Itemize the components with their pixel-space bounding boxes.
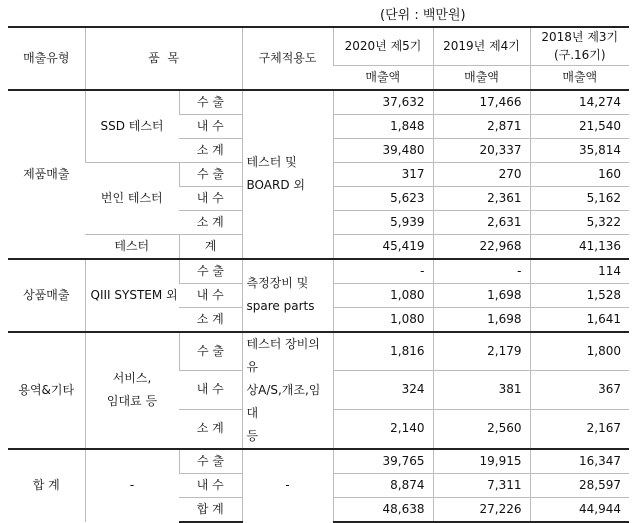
cell: 21,540 (530, 114, 629, 138)
usage-goods-line1: 측정장비 및 (246, 276, 309, 290)
cell: 1,528 (530, 283, 629, 307)
usage-product-line2: BOARD 외 (246, 178, 305, 192)
cell: 1,698 (433, 307, 530, 332)
usage-service-line2: 상A/S,개조,임대 (246, 382, 321, 420)
label-domestic: 내 수 (179, 473, 242, 497)
cell: 114 (530, 259, 629, 284)
cell: 7,311 (433, 473, 530, 497)
cell: 381 (433, 371, 530, 409)
header-sales-2020: 매출액 (333, 65, 433, 90)
cell: 1,800 (530, 332, 629, 371)
cell: 2,140 (333, 409, 433, 448)
type-product: 제품매출 (8, 90, 85, 259)
item-burnin: 번인 테스터 (85, 162, 179, 234)
cell: 39,480 (333, 138, 433, 162)
cell: - (433, 259, 530, 284)
type-total: 합 계 (8, 449, 85, 522)
cell: 2,631 (433, 210, 530, 234)
cell: 22,968 (433, 234, 530, 259)
label-subtotal: 소 계 (179, 138, 242, 162)
type-service: 용역&기타 (8, 332, 85, 449)
header-usage: 구체적용도 (242, 27, 333, 90)
header-2020: 2020년 제5기 (333, 27, 433, 65)
cell: - (333, 259, 433, 284)
cell: 160 (530, 162, 629, 186)
usage-goods-line2: spare parts (246, 299, 315, 313)
item-service-line2: 임대료 등 (106, 394, 158, 408)
cell: 16,347 (530, 449, 629, 474)
header-type: 매출유형 (8, 27, 85, 90)
cell: 2,179 (433, 332, 530, 371)
cell: 1,816 (333, 332, 433, 371)
item-service-line1: 서비스, (112, 371, 152, 385)
usage-total: - (242, 449, 333, 522)
table-row (8, 90, 629, 115)
label-total: 계 (179, 234, 242, 259)
item-ssd: SSD 테스터 (85, 90, 179, 163)
cell: 1,698 (433, 283, 530, 307)
item-service (85, 332, 179, 449)
cell: 2,560 (433, 409, 530, 448)
type-goods: 상품매출 (8, 259, 85, 332)
cell: 5,162 (530, 186, 629, 210)
cell: 2,167 (530, 409, 629, 448)
header-sales-2019: 매출액 (433, 65, 530, 90)
cell: 41,136 (530, 234, 629, 259)
header-item: 품 목 (85, 27, 242, 90)
cell: 44,944 (530, 497, 629, 522)
usage-service (242, 332, 333, 449)
item-goods: QIII SYSTEM 외 (85, 259, 179, 332)
label-export: 수 출 (179, 90, 242, 115)
table-row (8, 332, 629, 371)
header-sales-2018: 매출액 (530, 65, 629, 90)
label-domestic: 내 수 (179, 114, 242, 138)
usage-product (242, 90, 333, 259)
header-2018-line1: 2018년 제3기 (541, 30, 619, 45)
label-export: 수 출 (179, 259, 242, 284)
label-domestic: 내 수 (179, 371, 242, 409)
label-subtotal: 소 계 (179, 307, 242, 332)
cell: 8,874 (333, 473, 433, 497)
label-grand-total: 합 계 (179, 497, 242, 522)
cell: 367 (530, 371, 629, 409)
cell: 14,274 (530, 90, 629, 115)
cell: 270 (433, 162, 530, 186)
cell: 35,814 (530, 138, 629, 162)
usage-goods (242, 259, 333, 332)
cell: 5,939 (333, 210, 433, 234)
cell: 19,915 (433, 449, 530, 474)
cell: 48,638 (333, 497, 433, 522)
cell: 27,226 (433, 497, 530, 522)
header-2018-line2: (구.16기) (553, 48, 606, 63)
cell: 20,337 (433, 138, 530, 162)
cell: 39,765 (333, 449, 433, 474)
label-export: 수 출 (179, 332, 242, 371)
header-row-1 (8, 27, 629, 65)
cell: 37,632 (333, 90, 433, 115)
unit-note: (단위 : 백만원) (380, 8, 466, 23)
header-2018 (530, 27, 629, 65)
cell: 5,623 (333, 186, 433, 210)
label-subtotal: 소 계 (179, 210, 242, 234)
item-tester: 테스터 (85, 234, 179, 259)
header-2019: 2019년 제4기 (433, 27, 530, 65)
cell: 1,641 (530, 307, 629, 332)
cell: 324 (333, 371, 433, 409)
table-row (8, 449, 629, 474)
cell: 5,322 (530, 210, 629, 234)
cell: 317 (333, 162, 433, 186)
cell: 2,361 (433, 186, 530, 210)
table-row (8, 259, 629, 284)
cell: 28,597 (530, 473, 629, 497)
sales-table (8, 26, 629, 523)
cell: 1,080 (333, 283, 433, 307)
label-export: 수 출 (179, 162, 242, 186)
label-domestic: 내 수 (179, 283, 242, 307)
item-total: - (85, 449, 179, 522)
cell: 17,466 (433, 90, 530, 115)
cell: 45,419 (333, 234, 433, 259)
label-export: 수 출 (179, 449, 242, 474)
label-domestic: 내 수 (179, 186, 242, 210)
usage-service-line1: 테스터 장비의유 (246, 336, 320, 374)
cell: 1,080 (333, 307, 433, 332)
usage-service-line3: 등 (246, 428, 259, 443)
cell: 2,871 (433, 114, 530, 138)
cell: 1,848 (333, 114, 433, 138)
label-subtotal: 소 계 (179, 409, 242, 448)
usage-product-line1: 테스터 및 (246, 155, 297, 169)
